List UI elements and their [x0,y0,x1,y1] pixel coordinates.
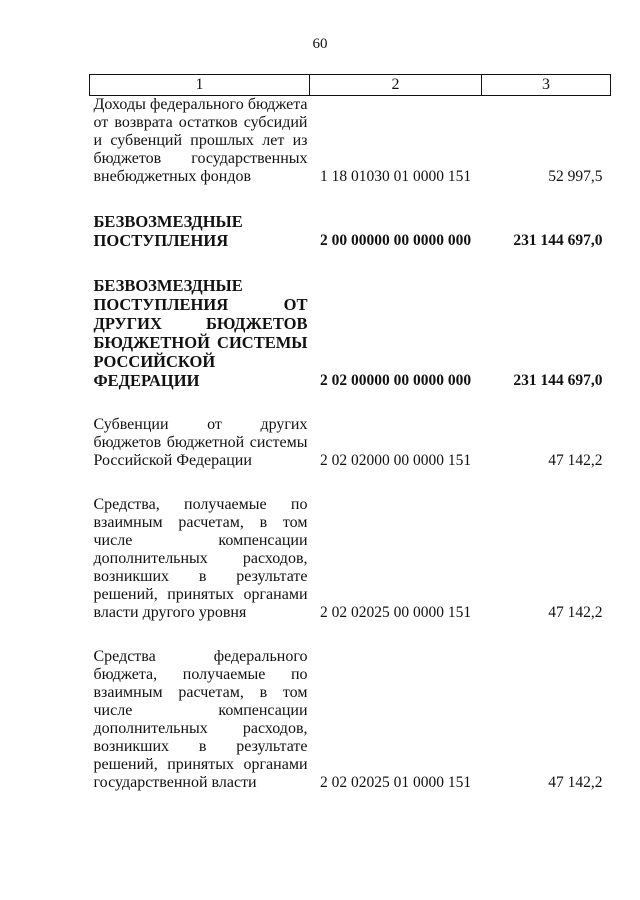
row-amount: 231 144 697,0 [513,232,603,249]
budget-revenue-table [89,74,611,792]
table-row [90,648,611,792]
row-code: 2 02 02000 00 0000 151 [319,452,472,469]
table-row [90,212,611,250]
column-header-3: 3 [482,75,611,96]
column-header-2: 2 [310,75,482,96]
row-name: Средства, получаемые по взаимным расчетам, в том числе компенсации дополнительных расходов, возникших в результате решений, принятых органами власти другого уровня [93,496,308,621]
row-code: 1 18 01030 01 0000 151 [319,168,472,185]
row-name: Субвенции от других бюджетов бюджетной системы Российской Федерации [93,416,308,469]
row-amount: 47 142,2 [548,604,603,621]
row-amount: 47 142,2 [548,774,603,791]
table-row [90,496,611,622]
table-header-row [90,75,611,96]
table-row [90,276,611,390]
row-code: 2 02 02025 00 0000 151 [319,604,472,621]
row-name: Доходы федерального бюджета от возврата остатков субсидий и субвенций прошлых лет из бюджетов государственных внебюджетных фондов [93,96,308,185]
row-name: Средства федерального бюджета, получаемые по взаимным расчетам, в том числе компенсации дополнительных расходов, возникших в результате решений, принятых органами государственной власти [93,648,308,791]
row-code: 2 02 00000 00 0000 000 [319,372,472,389]
row-amount: 231 144 697,0 [513,372,603,389]
row-amount: 52 997,5 [548,168,603,185]
column-header-1: 1 [90,75,310,96]
page-number: 60 [312,36,328,52]
row-name: БЕЗВОЗМЕЗДНЫЕ ПОСТУПЛЕНИЯ [93,212,243,250]
row-code: 2 02 02025 01 0000 151 [319,774,472,791]
row-name: БЕЗВОЗМЕЗДНЫЕ ПОСТУПЛЕНИЯ ОТ ДРУГИХ БЮДЖЕТОВ БЮДЖЕТНОЙ СИСТЕМЫ РОССИЙСКОЙ ФЕДЕРАЦИИ [93,276,308,390]
table-row [90,416,611,470]
row-code: 2 00 00000 00 0000 000 [319,232,472,249]
table-row [90,96,611,187]
row-amount: 47 142,2 [548,452,603,469]
